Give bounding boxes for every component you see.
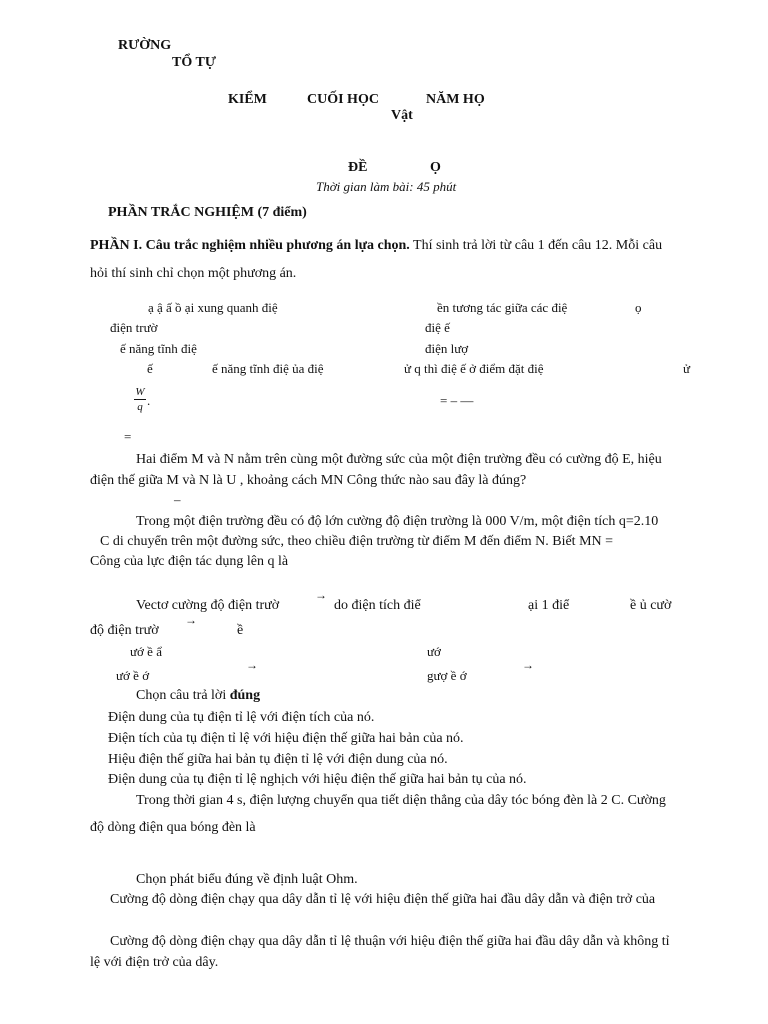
part1-instructions: Thí sinh trả lời từ câu 1 đến câu 12. Mỗi câu <box>409 238 663 253</box>
q5-option-b: Điện tích của tụ điện tỉ lệ với hiệu điện thế giữa hai bản của nó. <box>108 731 464 746</box>
q4-vector-arrow-2: → <box>185 613 197 627</box>
q3-line1: Trong một điện trường đều có độ lớn cường độ điện trường là 000 V/m, một điện tích q=2.10 <box>136 514 659 529</box>
q5-option-c: Hiệu điện thế giữa hai bản tụ điện tỉ lệ với điện dung của nó. <box>108 752 448 767</box>
q1-equation-right: = – — <box>440 393 474 408</box>
q7-stem: Chọn phát biểu đúng về định luật Ohm. <box>136 872 358 887</box>
q2-line2: điện thế giữa M và N là U , khoảng cách MN Công thức nào sau đây là đúng? <box>90 473 527 488</box>
time-note: Thời gian làm bài: 45 phút <box>316 179 457 194</box>
q4-line1-a: Vectơ cường độ điện trườ <box>136 598 280 613</box>
q1-option-d: điện lượ <box>425 341 469 356</box>
q1-fraction <box>134 386 146 413</box>
exam-title-part3: NĂM HỌ <box>426 92 485 107</box>
q2-line1: Hai điểm M và N nằm trên cùng một đường sức của một điện trường đều có cường độ E, hiệu <box>136 452 662 467</box>
school-name: RƯỜNG <box>118 38 172 53</box>
q4-vector-arrow-1: → <box>315 588 327 602</box>
q1-option-c: ế năng tĩnh điệ <box>120 341 197 356</box>
group-name: TỔ TỰ <box>172 55 216 70</box>
q1-stem-c: ọ <box>635 300 642 315</box>
q1-line3-a: ế <box>147 361 153 376</box>
part1-title: PHẦN I. Câu trắc nghiệm nhiều phương án lựa chọn. <box>90 238 410 253</box>
exam-code-value: Ọ <box>430 160 441 175</box>
q4-line1-c: ại 1 điể <box>528 598 570 613</box>
q5-stem-text: Chọn câu trả lời <box>136 688 230 703</box>
q1-fraction-bar <box>134 399 146 400</box>
q4-option-a: ướ ề ẩ <box>130 644 162 659</box>
q1-option-b: điệ ế <box>425 320 450 335</box>
part1-intro <box>90 238 662 255</box>
part1-instructions-line2: hỏi thí sinh chỉ chọn một phương án. <box>90 266 297 281</box>
q6-line1: Trong thời gian 4 s, điện lượng chuyển qua tiết diện thẳng của dây tóc bóng đèn là 2 C. Cường <box>136 793 666 808</box>
q5-option-d: Điện dung của tụ điện tỉ lệ nghịch với hiệu điện thế giữa hai bản tụ của nó. <box>108 772 527 787</box>
q4-line1-d: ề ủ cườ <box>630 598 672 613</box>
exam-title-part1: KIỂM <box>228 92 267 107</box>
q5-stem <box>136 688 260 705</box>
q4-line2-b: ề <box>237 623 244 638</box>
q1-line3-b: ế năng tĩnh điệ ủa điệ <box>212 361 324 376</box>
exam-title-part2: CUỐI HỌC <box>307 92 379 107</box>
q6-line2: độ dòng điện qua bóng đèn là <box>90 820 256 835</box>
q1-stem-a: ạ ậ ấ ồ ại xung quanh điệ <box>148 300 278 315</box>
q1-fraction-dot: . <box>147 393 151 408</box>
q1-fraction-numerator: W <box>135 386 145 398</box>
q1-line3-c: ử q thì điệ ế ở điểm đặt điệ <box>404 361 544 376</box>
q1-option-a: điện trườ <box>110 320 158 335</box>
q1-fraction-denominator: q <box>137 401 143 414</box>
q7-option-b-line1: Cường độ dòng điện chạy qua dây dẫn tỉ lệ thuận với hiệu điện thế giữa hai đầu dây dẫn và không tỉ <box>110 934 670 949</box>
q3-line2: C di chuyển trên một đường sức, theo chiều điện trường từ điểm M đến điểm N. Biết MN = <box>100 534 614 549</box>
q3-line3: Công của lực điện tác dụng lên q là <box>90 554 289 569</box>
q4-option-c: ướ ề ớ <box>116 668 150 683</box>
subject: Vật <box>391 108 413 123</box>
q7-option-b-line2: lệ với điện trở của dây. <box>90 955 219 970</box>
q1-equation-left: = <box>124 429 132 444</box>
q4-line1-b: do điện tích điể <box>334 598 421 613</box>
q1-line3-d: ử <box>683 361 691 376</box>
q5-stem-emphasis: đúng <box>229 688 261 703</box>
q4-vector-arrow-4: → <box>522 658 534 672</box>
q4-vector-arrow-3: → <box>246 658 258 672</box>
q4-line2-a: độ điện trườ <box>90 623 159 638</box>
q5-option-a: Điện dung của tụ điện tỉ lệ với điện tích của nó. <box>108 710 375 725</box>
q4-option-b: ướ <box>427 644 441 659</box>
q1-stem-b: ền tương tác giữa các điệ <box>437 300 568 315</box>
exam-code-label: ĐỀ <box>348 160 368 175</box>
q7-option-a: Cường độ dòng điện chạy qua dây dẫn tỉ lệ với hiệu điện thế giữa hai đầu dây dẫn và điện trở của <box>110 892 656 907</box>
section-heading: PHẦN TRẮC NGHIỆM (7 điểm) <box>108 205 307 220</box>
q4-option-d: gượ ề ớ <box>427 668 467 683</box>
q2-dash: – <box>174 492 181 507</box>
